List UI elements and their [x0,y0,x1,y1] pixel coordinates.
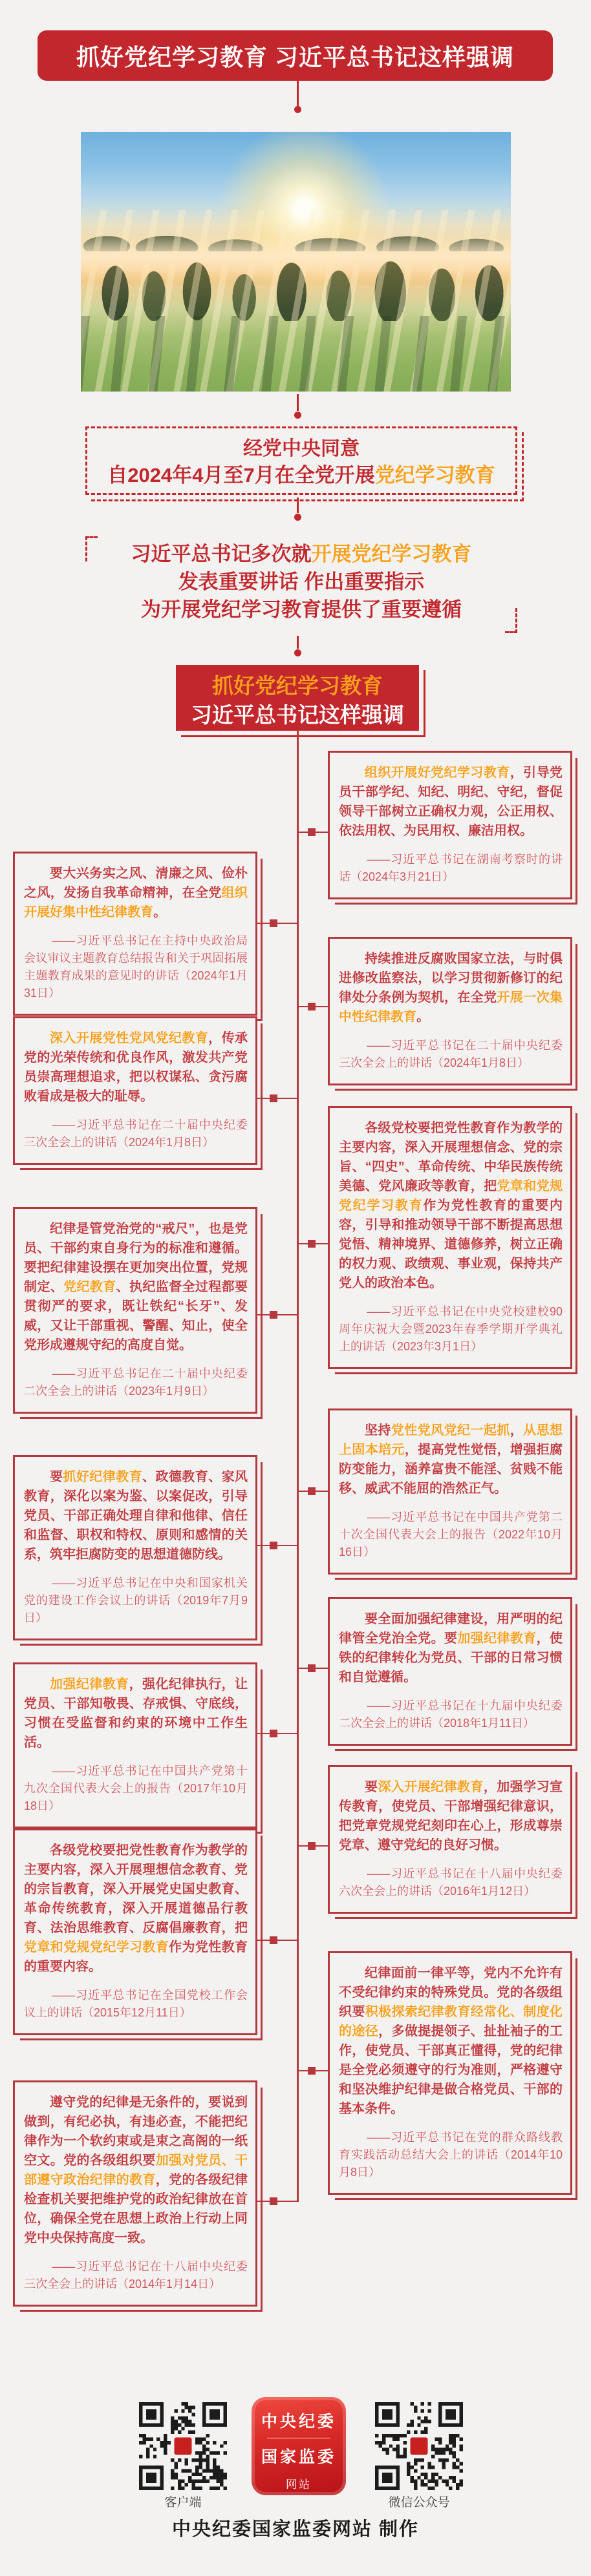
statement-block [85,536,517,633]
quote-box [328,751,572,899]
quote-text: 遵守党的纪律是无条件的，要说到做到，有纪必执，有违必查，不能把纪律作为一个软约束或是束之高阁的一纸空文。党的各级组织要加强对党员、干部遵守政治纪律的教育，党的各级纪律检查机关要把维护党的政治纪律放在首位，确保全党在思想上政治上行动上同党中央保持高度一致。 [24,2095,248,2245]
quote-text: 加强纪律教育，强化纪律执行，让党员、干部知敬畏、存戒惧、守底线，习惯在受监督和约束的环境中工作生活。 [24,1677,248,1750]
qr-code-client [139,2402,227,2490]
quote-text: 要全面加强纪律建设，用严明的纪律管全党治全党。要加强纪律教育，使铁的纪律转化为党员、干部的日常习惯和自觉遵循。 [339,1612,563,1684]
connector-node [308,1240,316,1248]
quote-box [13,1828,257,2035]
qr-code-wechat [375,2402,463,2490]
quote-text: 深入开展党性党风党纪教育，传承党的光荣传统和优良作风，激发共产党员崇高理想追求，把以权谋私、贪污腐败看成是极大的耻辱。 [24,1031,248,1104]
connector-dot [294,649,301,656]
logo-line3: 网站 [286,2478,312,2491]
quote-source: ——习近平总书记在十八届中央纪委三次全会上的讲话（2014年1月14日） [24,2260,248,2290]
connector-dot [294,412,301,419]
connector-line [257,1940,299,1941]
page-title: 抓好党纪学习教育 习近平总书记这样强调 [76,43,514,70]
section-title-line2: 习近平总书记这样强调 [191,703,404,727]
connector-line [257,923,299,924]
connector-line [297,497,299,513]
sunrise-photo [81,132,511,392]
quote-box [328,1597,572,1746]
connector-dot [294,106,301,113]
quote-box [13,1016,257,1165]
qr-label-client: 客户端 [164,2496,202,2509]
section-title-box [176,665,419,731]
quote-source: ——习近平总书记在党的群众路线教育实践活动总结大会上的讲话（2014年10月8日） [339,2131,563,2179]
statement-line2: 发表重要讲话 作出重要指示 [178,571,425,593]
quote-source: ——习近平总书记在中国共产党第十九次全国代表大会上的报告（2017年10月18日） [24,1764,248,1812]
statement-line1-red: 习近平总书记多次就 [131,543,312,565]
timeline-spine [297,730,299,2201]
intro-box [85,426,517,495]
connector-node [270,1936,277,1944]
quote-source: ——习近平总书记在二十届中央纪委三次全会上的讲话（2024年1月8日） [24,1118,248,1149]
connector-line [297,81,299,107]
connector-line [257,1545,299,1546]
quote-box [13,852,257,1016]
quote-box [13,2080,257,2307]
quote-box [328,1408,572,1575]
quote-text: 要抓好纪律教育、政德教育、家风教育，深化以案为鉴、以案促改，引导党员、干部正确处理自律和他律、信任和监督、职权和特权、原则和感情的关系，筑牢拒腐防变的思想道德防线。 [24,1470,248,1562]
connector-node [270,2197,277,2205]
quote-source: ——习近平总书记在中央党校建校90周年庆祝大会暨2023年春季学期开学典礼上的讲话（2023年3月1日） [339,1305,563,1353]
quote-text: 各级党校要把党性教育作为教学的主要内容，深入开展理想信念教育、党的宗旨教育，深入开展党史国史教育、革命传统教育，深入开展道德品行教育、法治思维教育、反腐倡廉教育，把党章和党规党纪学习教育作为党性教育的重要内容。 [24,1843,248,1974]
quote-text: 要深入开展纪律教育，加强学习宣传教育，使党员、干部增强纪律意识，把党章党规党纪刻印在心上，形成尊崇党章、遵守党纪的良好习惯。 [339,1780,563,1852]
connector-node [308,1842,316,1850]
quote-source: ——习近平总书记在湖南考察时的讲话（2024年3月21日） [339,853,563,883]
ccdi-app-logo [252,2397,346,2495]
quote-text: 各级党校要把党性教育作为教学的主要内容，深入开展理想信念、党的宗旨、“四史”、革命传统、中华民族传统美德、党风廉政等教育，把党章和党规党纪学习教育作为党性教育的重要内容，引导和推动领导干部不断提高思想觉悟、精神境界、道德修养，树立正确的权力观、政绩观、事业观，保持共产党人的政治本色。 [339,1121,563,1290]
connector-node [308,828,316,836]
quote-source: ——习近平总书记在主持中央政治局会议审议主题教育总结报告和关于巩固拓展主题教育成果的意见时的讲话（2024年1月31日） [24,934,248,1000]
intro-line2-red: 自2024年4月至7月在全党开展 [107,464,375,487]
connector-node [308,1487,316,1495]
intro-line2-orange: 党纪学习教育 [374,464,495,487]
connector-line [257,1098,299,1099]
footer-credit: 中央纪委国家监委网站 制作 [171,2519,420,2540]
connector-line [297,636,299,649]
quote-box [13,1455,257,1640]
quote-text: 坚持党性党风党纪一起抓，从思想上固本培元，提高党性觉悟，增强拒腐防变能力，涵养富贵不能淫、贫贱不能移、威武不能屈的浩然正气。 [339,1423,563,1496]
statement-line1 [85,540,517,568]
quote-box [328,1106,572,1369]
warm-overlay [81,132,511,392]
quote-box [328,1951,572,2195]
quote-text: 纪律是管党治党的“戒尺”，也是党员、干部约束自身行为的标准和遵循。要把纪律建设摆在更加突出位置，党规制定、党纪教育、执纪监督全过程都要贯彻严的要求，既让铁纪“长牙”、发威，又让干部重视、警醒、知止，使全党形成遵规守纪的高度自觉。 [24,1222,248,1352]
quote-source: ——习近平总书记在中央和国家机关党的建设工作会议上的讲话（2019年7月9日） [24,1576,248,1624]
connector-node [308,2067,316,2075]
quote-source: ——习近平总书记在十九届中央纪委二次全会上的讲话（2018年1月11日） [339,1699,563,1730]
quote-source: ——习近平总书记在十八届中央纪委六次全会上的讲话（2016年1月12日） [339,1867,563,1898]
quote-source: ——习近平总书记在全国党校工作会议上的讲话（2015年12月11日） [24,1989,248,2019]
quote-text: 组织开展好党纪学习教育，引导党员干部学纪、知纪、明纪、守纪，督促领导干部树立正确权力观，公正用权、依法用权、为民用权、廉洁用权。 [339,766,563,838]
connector-node [308,1664,316,1672]
statement-line3: 为开展党纪学习教育提供了重要遵循 [141,598,462,621]
quote-box [13,1662,257,1828]
logo-line2: 国家监委 [261,2449,336,2466]
header-banner [38,30,553,81]
connector-node [308,1003,316,1011]
connector-node [270,919,277,927]
connector-line [257,1314,299,1315]
statement-line1-orange: 开展党纪学习教育 [311,543,472,565]
quote-text: 要大兴务实之风、清廉之风、俭朴之风，发扬自我革命精神，在全党组织开展好集中性纪律教育。 [24,866,248,919]
section-title-line1: 抓好党纪学习教育 [212,674,383,698]
quote-source: ——习近平总书记在二十届中央纪委三次全会上的讲话（2024年1月8日） [339,1039,563,1069]
connector-node [270,1730,277,1737]
quote-source: ——习近平总书记在中国共产党第二十次全国代表大会上的报告（2022年10月16日） [339,1511,563,1558]
intro-line1: 经党中央同意 [243,438,360,459]
connector-line [257,1733,299,1734]
connector-node [270,1542,277,1549]
logo-line1: 中央纪委 [261,2413,336,2431]
connector-line [297,394,299,411]
intro-line2 [87,462,515,489]
connector-node [270,1311,277,1319]
quote-box [13,1207,257,1414]
quote-box [328,937,572,1085]
quote-source: ——习近平总书记在二十届中央纪委二次全会上的讲话（2023年1月9日） [24,1367,248,1398]
quote-box [328,1765,572,1914]
connector-dot [294,514,301,521]
quote-text: 纪律面前一律平等，党内不允许有不受纪律约束的特殊党员。党的各级组织要积极探索纪律教育经常化、制度化的途径，多做提提领子、扯扯袖子的工作，使党员、干部真正懂得，党的纪律是全党必须遵守的行为准则，严格遵守和坚决维护纪律是做合格党员、干部的基本条件。 [339,1966,563,2116]
connector-node [270,1094,277,1102]
quote-text: 持续推进反腐败国家立法，与时俱进修改监察法，以学习贯彻新修订的纪律处分条例为契机，在全党开展一次集中性纪律教育。 [339,952,563,1024]
connector-line [257,2201,299,2202]
qr-label-wechat: 微信公众号 [388,2496,450,2509]
